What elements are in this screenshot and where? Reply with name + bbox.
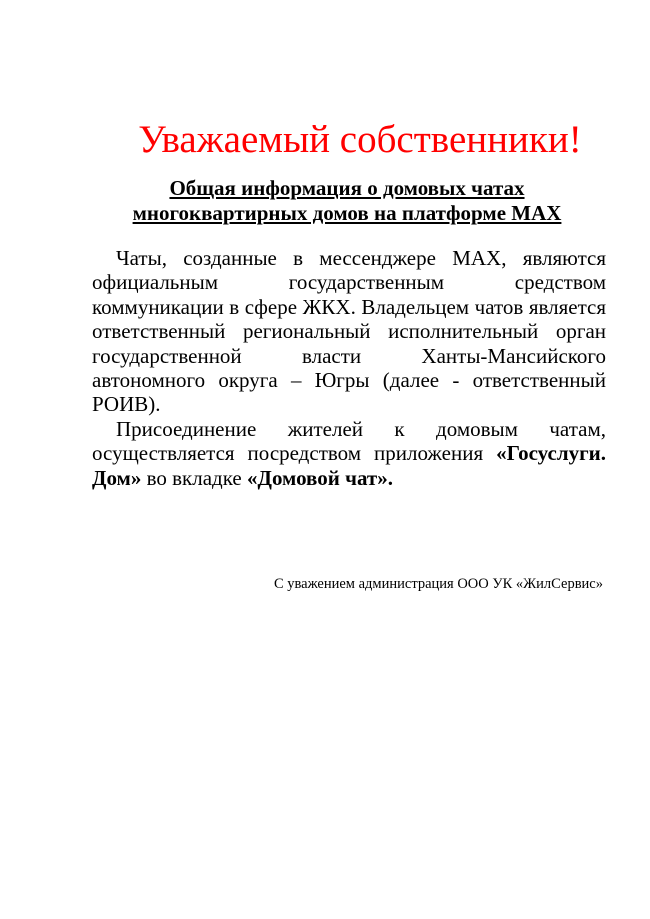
notice-body (92, 246, 606, 490)
tab-name: «Домовой чат». (247, 465, 393, 490)
subtitle-line-2: многоквартирных домов на платформе MAX (132, 201, 562, 225)
paragraph-joining-tab-text: во вкладке (141, 465, 247, 490)
paragraph-chats-info: Чаты, созданные в мессенджере MAX, являются официальным государственным средством коммуникации в сфере ЖКХ. Владельцем чатов является ответственный региональный исполнительный орган государственной власти Ханты-Мансийского автономного округа – Югры (далее - ответственный РОИВ). (92, 246, 606, 417)
paragraph-joining-text: Присоединение жителей к домовым чатам, осуществляется посредством приложения (92, 416, 606, 466)
notice-subtitle (92, 176, 602, 226)
app-name: «Госуслуги. Дом» (92, 441, 606, 490)
notice-signature: С уважением администрация ООО УК «ЖилСервис» (273, 576, 603, 592)
notice-heading: Уважаемый собственники! (138, 118, 582, 161)
subtitle-line-1: Общая информация о домовых чатах (169, 176, 525, 200)
paragraph-joining-info (92, 417, 606, 490)
